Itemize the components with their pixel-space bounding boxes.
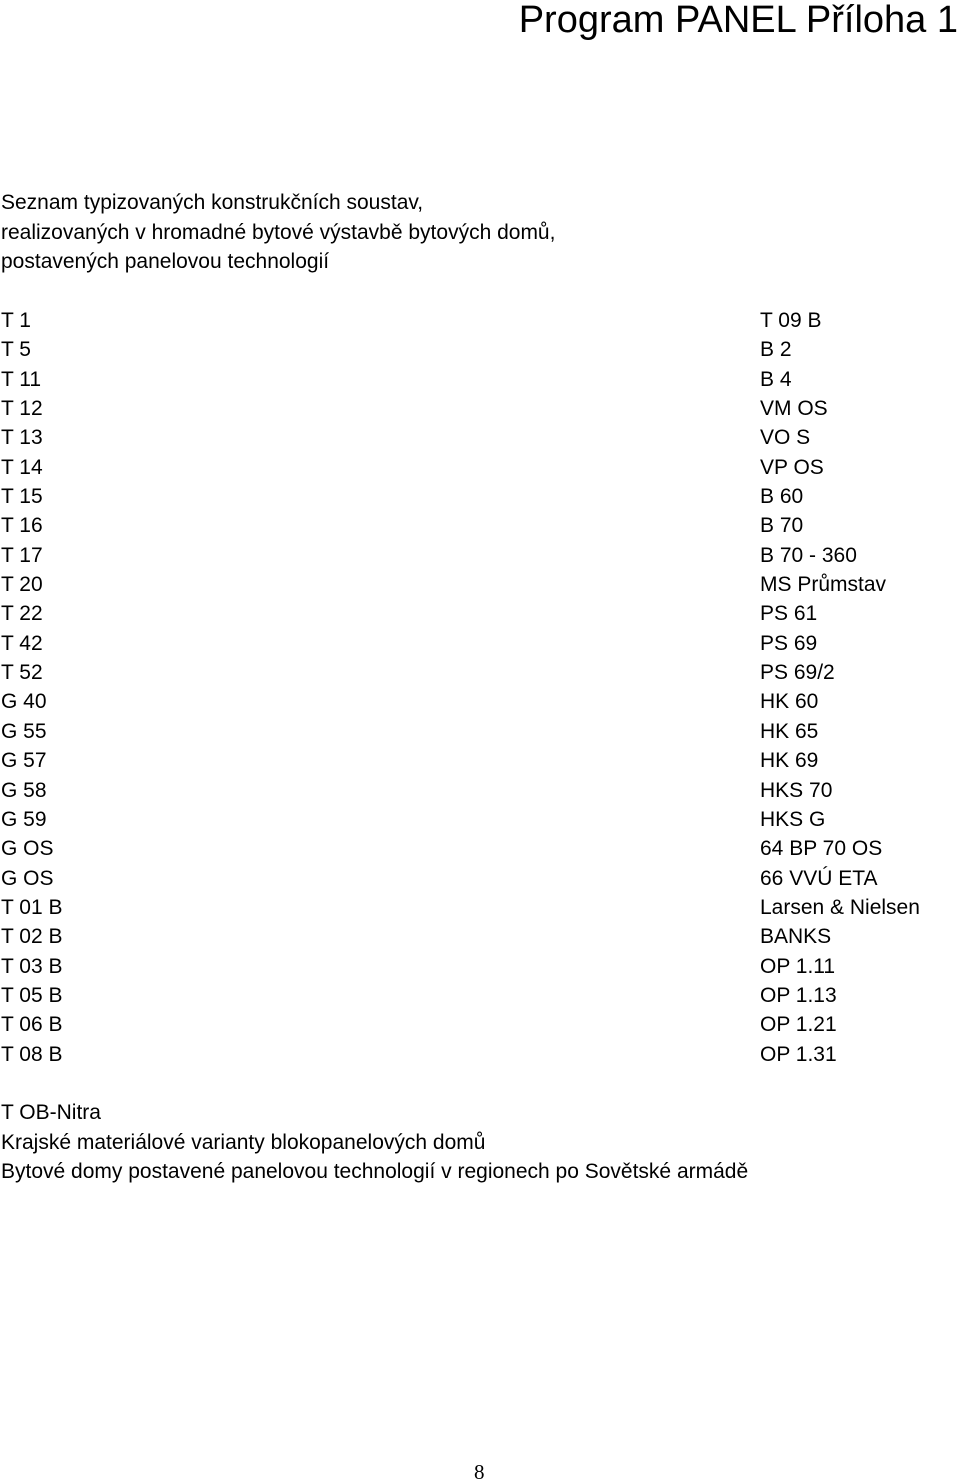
list-item: OP 1.11 — [760, 954, 836, 978]
list-item: T 11 — [1, 367, 42, 391]
list-item: VO S — [760, 426, 811, 450]
list-item: MS Průmstav — [760, 573, 887, 597]
list-item: T 52 — [1, 661, 43, 685]
list-item: HK 65 — [760, 719, 819, 743]
systems-list-right — [760, 306, 920, 1069]
list-item: T 17 — [1, 543, 43, 567]
list-item: G 58 — [1, 778, 47, 802]
page-title: Program PANEL Příloha 1 — [518, 0, 958, 41]
systems-list-left — [1, 306, 62, 1069]
list-item: PS 69 — [760, 631, 818, 655]
list-item: VP OS — [760, 455, 824, 479]
list-item: OP 1.31 — [760, 1042, 837, 1066]
intro-line: Seznam typizovaných konstrukčních soustav, — [1, 191, 424, 214]
list-item: G 40 — [1, 690, 47, 714]
list-item: HKS 70 — [760, 778, 833, 802]
list-item: T 03 B — [1, 954, 63, 978]
list-item: T 12 — [1, 397, 43, 421]
list-item: OP 1.21 — [760, 1013, 837, 1037]
list-item: G 55 — [1, 719, 47, 743]
note-line: Krajské materiálové varianty blokopanelových domů — [1, 1130, 486, 1154]
list-item: 66 VVÚ ETA — [760, 866, 878, 890]
note-line: Bytové domy postavené panelovou technologií v regionech po Sovětské armádě — [1, 1160, 749, 1183]
list-item: B 2 — [760, 338, 792, 362]
list-item: T 20 — [1, 573, 43, 597]
list-item: T 1 — [1, 309, 31, 332]
intro-paragraph — [1, 188, 555, 277]
list-item: T 16 — [1, 514, 43, 538]
list-item: G OS — [1, 837, 54, 861]
list-item: PS 61 — [760, 602, 818, 626]
list-item: B 70 — [760, 514, 804, 538]
list-item: T 5 — [1, 338, 31, 362]
list-item: T 06 B — [1, 1013, 63, 1037]
list-item: T 02 B — [1, 925, 63, 949]
list-item: OP 1.13 — [760, 983, 837, 1007]
list-item: G 57 — [1, 749, 47, 773]
list-item: Larsen & Nielsen — [760, 895, 920, 919]
list-item: BANKS — [760, 925, 832, 949]
list-item: B 4 — [760, 367, 792, 391]
page-number: 8 — [474, 1460, 485, 1484]
list-item: HKS G — [760, 807, 826, 831]
list-item: B 60 — [760, 485, 804, 509]
list-item: G OS — [1, 866, 54, 890]
list-item: T 15 — [1, 485, 43, 509]
list-item: T 09 B — [760, 309, 822, 332]
list-item: T 13 — [1, 426, 43, 450]
list-item: T 08 B — [1, 1042, 63, 1066]
list-item: G 59 — [1, 807, 47, 831]
list-item: T 22 — [1, 602, 43, 626]
list-item: 64 BP 70 OS — [760, 837, 883, 861]
list-item: T 14 — [1, 455, 43, 479]
list-item: T 05 B — [1, 983, 63, 1007]
intro-line: postavených panelovou technologií — [1, 250, 330, 273]
list-item: HK 60 — [760, 690, 819, 714]
list-item: T 42 — [1, 631, 43, 655]
note-line: T OB-Nitra — [1, 1101, 101, 1124]
notes — [1, 1098, 748, 1187]
intro-line: realizovaných v hromadné bytové výstavbě bytových domů, — [1, 220, 556, 244]
list-item: PS 69/2 — [760, 661, 835, 685]
list-item: VM OS — [760, 397, 828, 421]
list-item: HK 69 — [760, 749, 819, 773]
list-item: B 70 - 360 — [760, 543, 857, 567]
list-item: T 01 B — [1, 895, 63, 919]
